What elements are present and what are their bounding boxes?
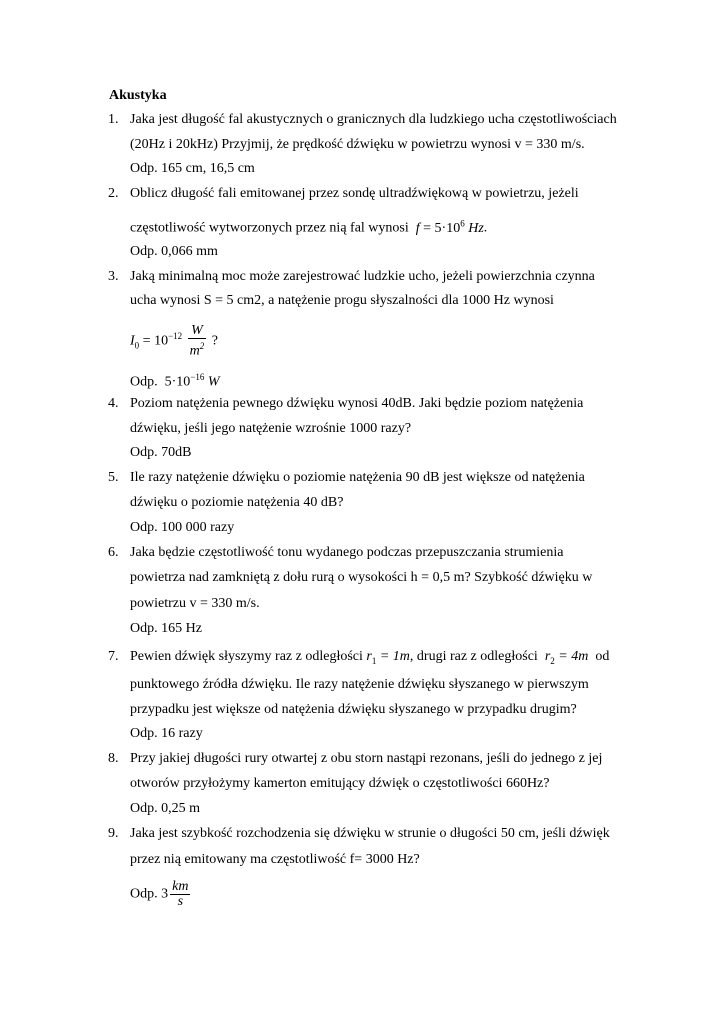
q2-frequency-formula [412,218,484,236]
q7-r1-sub: 1 [371,655,377,666]
q2-line-end: . [483,220,488,236]
q7-r2-value: = 4m [554,649,589,664]
q9-text-line-2: przez nią emitowany ma częstotliwość f= 3000 Hz? [130,852,420,867]
q6-text-line-1: Jaka będzie częstotliwość tonu wydanego podczas przepuszczania strumienia [130,545,564,560]
q7-r2-formula [545,649,589,664]
q3-text-line-2: ucha wynosi S = 5 cm2, a natężenie progu słyszalności dla 1000 Hz wynosi [130,293,554,308]
q7-r1-symbol: r [366,649,372,664]
q2-f-exp: 6 [460,218,465,228]
q9-frac-denominator: s [177,894,184,909]
q6-number: 6. [108,545,119,560]
q3-question-mark: ? [211,333,218,349]
q7-text-line-1 [130,648,609,670]
q3-frac-denominator: m [189,343,200,359]
q3-threshold-formula [130,324,218,359]
q3-frac-denominator-wrap [188,339,207,359]
q7-text-line-1-b: , drugi raz z odległości [409,649,538,664]
document-title: Akustyka [109,88,167,103]
q7-text-line-2: punktowego źródła dźwięku. Ile razy natężenie dźwięku słyszanego w pierwszym [130,677,589,692]
q2-f-unit: Hz [468,220,484,236]
q2-number: 2. [108,186,119,201]
q5-answer: Odp. 100 000 razy [130,520,235,535]
q7-r1-formula [366,649,410,664]
q3-answer-unit: W [207,374,220,390]
q7-r2-sub: 2 [550,655,555,666]
q2-f-eq: = 5·10 [419,220,461,236]
q3-I-sub: 0 [134,340,140,351]
q6-answer: Odp. 165 Hz [130,621,202,636]
q7-number: 7. [108,649,119,664]
q3-unit-fraction [188,324,207,359]
q7-answer: Odp. 16 razy [130,726,203,741]
q7-r2-symbol: r [544,649,551,664]
q6-text-line-3: powietrzu v = 330 m/s. [130,596,260,611]
q9-answer-fraction [170,880,190,909]
q3-frac-den-exp: 2 [199,341,205,351]
q1-text-line-1: Jaka jest długość fal akustycznych o granicznych dla ludzkiego ucha częstotliwościach [130,112,617,127]
q4-text-line-2: dźwięku, jeśli jego natężenie wzrośnie 1000 razy? [130,421,412,436]
q4-answer: Odp. 70dB [130,445,192,460]
q2-answer: Odp. 0,066 mm [130,244,218,259]
q1-number: 1. [108,112,119,127]
q7-text-line-1-c: od [595,649,610,664]
q4-number: 4. [108,396,119,411]
q3-I-symbol: I [130,333,135,349]
q9-answer-value: 3 [161,886,169,902]
q5-text-line-1: Ile razy natężenie dźwięku o poziomie natężenia 90 dB jest większe od natężenia [130,470,585,485]
q6-text-line-2: powietrza nad zamkniętą z dołu rurą o wysokości h = 0,5 m? Szybkość dźwięku w [130,570,593,585]
q7-r1-value: = 1m [376,649,410,664]
q3-answer [130,368,220,392]
q2-f-symbol: f [415,220,420,236]
q7-text-line-3: przypadku jest większe od natężenia dźwięku słyszanego w przypadku drugim? [130,702,577,717]
q2-text-line-2 [130,214,487,238]
q4-text-line-1: Poziom natężenia pewnego dźwięku wynosi 40dB. Jaki będzie poziom natężenia [130,396,584,411]
q2-text-line-1: Oblicz długość fali emitowanej przez sondę ultradźwiękową w powietrzu, jeżeli [130,186,579,201]
q3-number: 3. [108,269,119,284]
q9-answer [130,880,192,909]
q3-answer-exp: −16 [190,372,205,382]
q3-I-exp: −12 [168,330,183,341]
q3-I-eq: = 10 [139,333,169,349]
q3-answer-prefix: Odp. [130,374,158,390]
q7-text-line-1-a: Pewien dźwięk słyszymy raz z odległości [130,649,363,664]
q3-frac-numerator: W [188,324,207,339]
q9-number: 9. [108,826,119,841]
q9-answer-prefix: Odp. [130,886,158,902]
q3-answer-value: 5·10 [164,374,191,390]
q1-text-line-2: (20Hz i 20kHz) Przyjmij, że prędkość dźwięku w powietrzu wynosi v = 330 m/s. [130,137,585,152]
q8-text-line-2: otworów przyłożymy kamerton emitujący dźwięk o częstotliwości 660Hz? [130,776,550,791]
q9-frac-numerator: km [172,879,189,894]
q2-text-line-2-lead: częstotliwość wytworzonych przez nią fal wynosi [130,220,409,236]
q8-number: 8. [108,751,119,766]
q1-answer: Odp. 165 cm, 16,5 cm [130,161,255,176]
q9-text-line-1: Jaka jest szybkość rozchodzenia się dźwięku w strunie o długości 50 cm, jeśli dźwięk [130,826,610,841]
q3-text-line-1: Jaką minimalną moc może zarejestrować ludzkie ucho, jeżeli powierzchnia czynna [130,269,595,284]
q5-text-line-2: dźwięku o poziomie natężenia 40 dB? [130,495,344,510]
q8-text-line-1: Przy jakiej długości rury otwartej z obu storn nastąpi rezonans, jeśli do jednego z jej [130,751,603,766]
q5-number: 5. [108,470,119,485]
q8-answer: Odp. 0,25 m [130,801,200,816]
